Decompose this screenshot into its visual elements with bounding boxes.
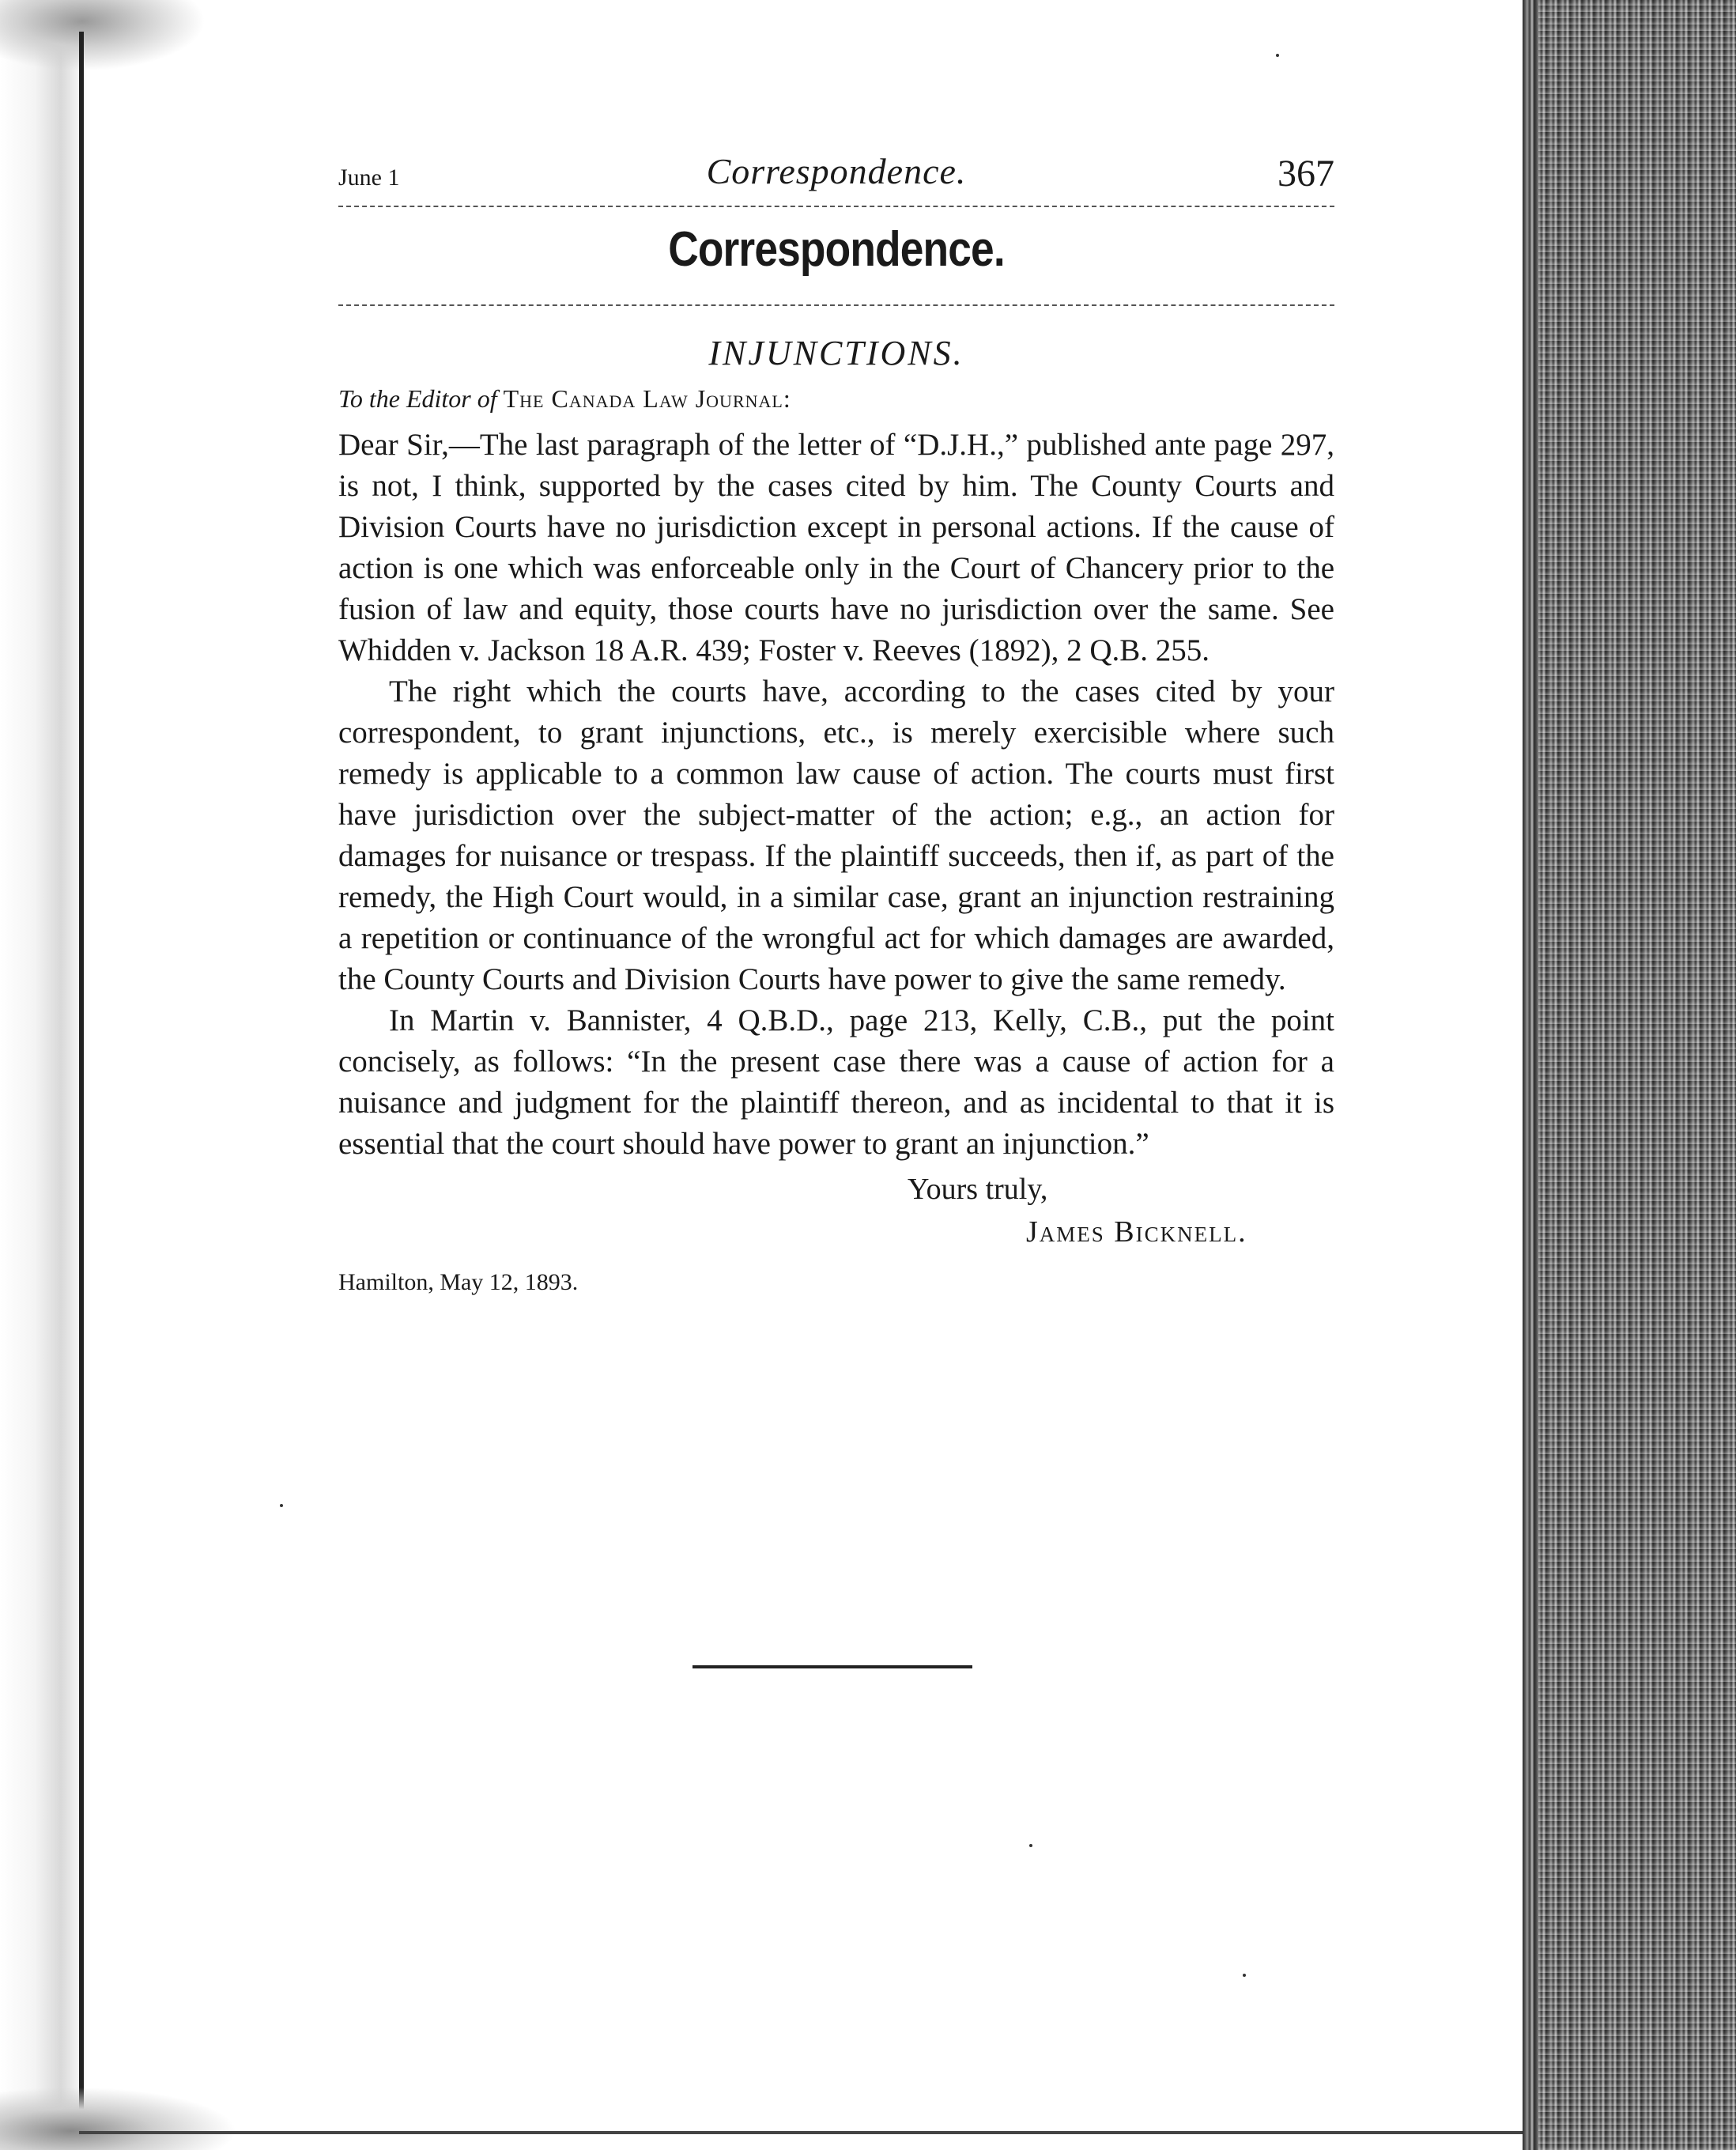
addressee-journal: The Canada Law Journal: — [503, 384, 791, 413]
page-bottom-border — [79, 2131, 1565, 2134]
document-page — [338, 150, 1334, 1296]
running-head-title: Correspondence. — [706, 151, 967, 191]
scan-speck — [1243, 1974, 1246, 1977]
letter-body — [338, 425, 1334, 1165]
scan-bottom-smudge — [0, 2087, 237, 2150]
scan-speck — [1276, 54, 1279, 57]
letter-closing — [338, 1168, 1334, 1253]
scan-right-edge-noise — [1538, 0, 1736, 2150]
addressee-prefix: To the Editor of — [338, 384, 497, 413]
running-head-date: June 1 — [338, 164, 400, 191]
running-head — [338, 150, 1334, 207]
scan-speck — [280, 1504, 283, 1507]
scan-left-margin — [0, 0, 87, 2150]
dateline: Hamilton, May 12, 1893. — [338, 1269, 579, 1295]
signature: James Bicknell. — [1026, 1215, 1247, 1249]
closing-phrase: Yours truly, — [908, 1173, 1048, 1206]
addressee-line — [338, 384, 1334, 414]
paragraph-2: The right which the courts have, according to the cases cited by your correspondent, to grant injunctions, etc., is merely exercisible where such remedy is applicable to a common law cause of action. The courts must first have jurisdiction over the subject-matter of the action; e.g., an action for damages for nuisance or trespass. If the plaintiff succeeds, then if, as part of the remedy, the High Court would, in a similar case, grant an injunction restraining a repetition or continuance of the wrongful act for which damages are awarded, the County Courts and Division Courts have power to give the same remedy. — [338, 674, 1334, 996]
page-number: 367 — [1277, 153, 1334, 195]
paragraph-3: In Martin v. Bannister, 4 Q.B.D., page 213, Kelly, C.B., put the point concisely, as follows: “In the present case there was a cause of action for a nuisance and judgment for the plaintiff thereon, and as incidental to that it is essential that the court should have power to grant an injunction.” — [338, 1003, 1334, 1161]
title-divider — [338, 304, 1334, 306]
section-title: Correspondence. — [668, 222, 1005, 277]
article-title: INJUNCTIONS. — [708, 334, 964, 372]
end-rule — [693, 1665, 972, 1668]
scan-top-smudge — [0, 0, 206, 71]
scan-speck — [1029, 1844, 1032, 1847]
page-left-border — [79, 32, 84, 2119]
paragraph-1: Dear Sir,—The last paragraph of the letter of “D.J.H.,” published ante page 297, is not, I think, supported by the cases cited by him. The County Courts and Division Courts have no jurisdiction except in personal actions. If the cause of action is one which was enforceable only in the Court of Chancery prior to the fusion of law and equity, those courts have no jurisdiction over the same. See Whidden v. Jackson 18 A.R. 439; Foster v. Reeves (1892), 2 Q.B. 255. — [338, 428, 1334, 667]
